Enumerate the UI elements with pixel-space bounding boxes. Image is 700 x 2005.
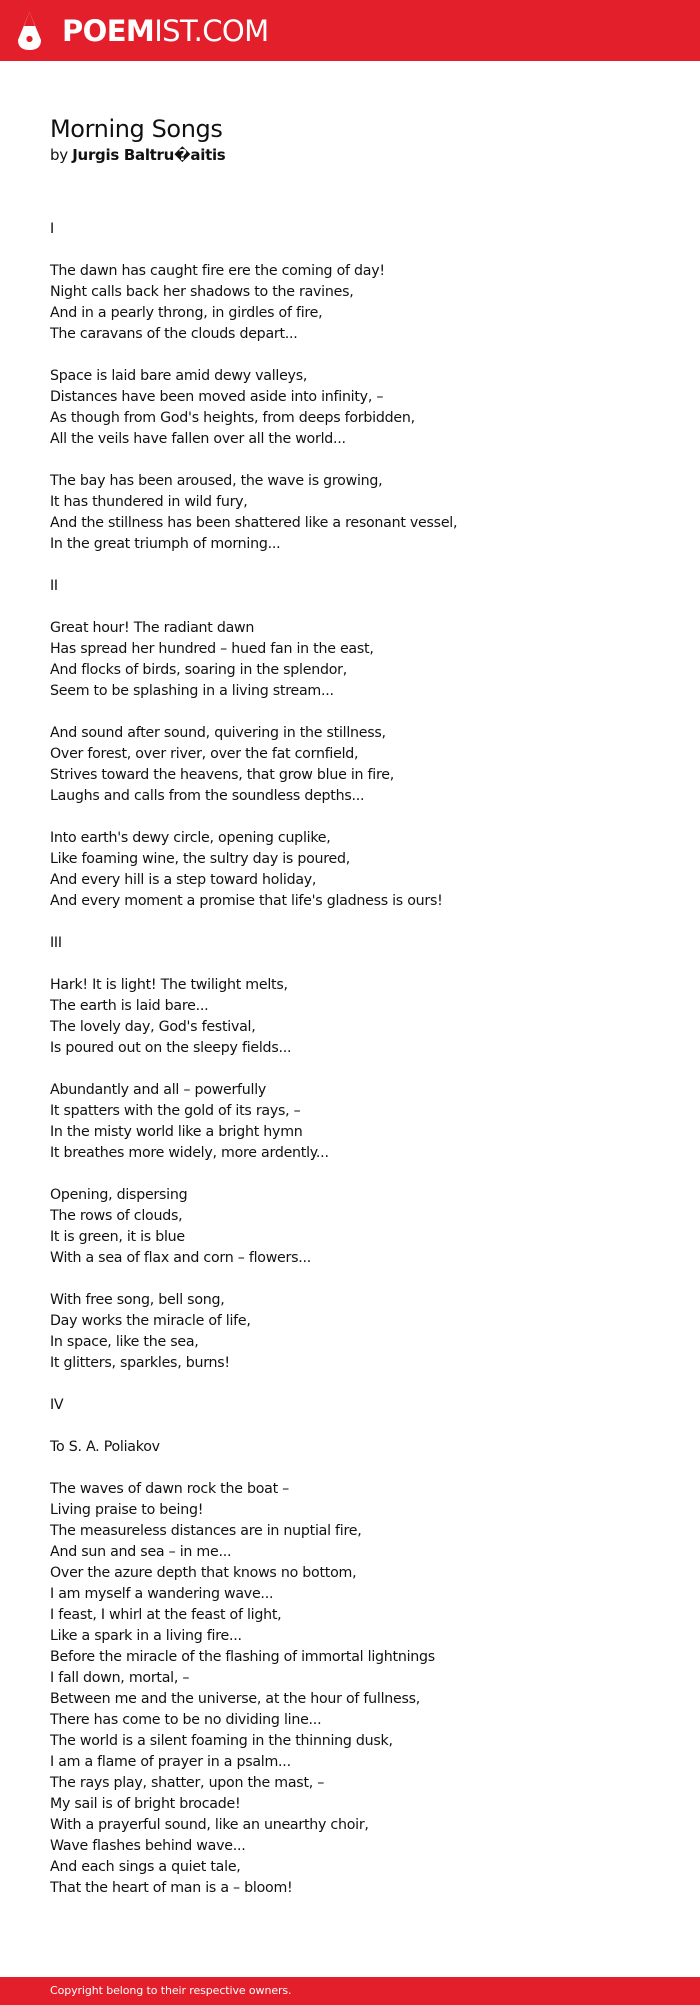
poem-line: Day works the miracle of life, [50, 1313, 251, 1329]
poem-line: Laughs and calls from the soundless depths... [50, 788, 365, 804]
poem-line: And the stillness has been shattered like a resonant vessel, [50, 515, 458, 531]
poem-line: The earth is laid bare... [50, 998, 209, 1014]
poem-line: And sun and sea – in me... [50, 1544, 232, 1560]
poem-line: Over the azure depth that knows no bottom, [50, 1565, 357, 1581]
poem-heading [50, 114, 650, 165]
poem-line: With a sea of flax and corn – flowers... [50, 1250, 312, 1266]
site-logo-text[interactable] [62, 13, 269, 49]
poem-line: The measureless distances are in nuptial fire, [50, 1523, 362, 1539]
poem-line: And in a pearly throng, in girdles of fire, [50, 305, 323, 321]
poem-line: I fall down, mortal, – [50, 1670, 190, 1686]
poem-line: Before the miracle of the flashing of immortal lightnings [50, 1649, 435, 1665]
poem-line: The waves of dawn rock the boat – [50, 1481, 290, 1497]
poem-line [50, 597, 650, 618]
poem-line: I am a flame of prayer in a psalm... [50, 1754, 291, 1770]
poem-line [50, 1269, 650, 1290]
poem-line: Between me and the universe, at the hour of fullness, [50, 1691, 421, 1707]
poem-line: Is poured out on the sleepy fields... [50, 1040, 292, 1056]
poem-line: Has spread her hundred – hued fan in the east, [50, 641, 374, 657]
poem-line: All the veils have fallen over all the world... [50, 431, 346, 447]
poem-line: II [50, 578, 58, 594]
poem-line: III [50, 935, 62, 951]
poem-line: There has come to be no dividing line... [50, 1712, 322, 1728]
poem-line: Distances have been moved aside into infinity, – [50, 389, 384, 405]
poem-line: To S. A. Poliakov [50, 1439, 160, 1455]
poem-line [50, 807, 650, 828]
poem-line: In the misty world like a bright hymn [50, 1124, 303, 1140]
poem-line [50, 1458, 650, 1479]
poem-line: And sound after sound, quivering in the stillness, [50, 725, 386, 741]
poem-line: IV [50, 1397, 64, 1413]
poem-line: With free song, bell song, [50, 1292, 225, 1308]
poem-line: That the heart of man is a – bloom! [50, 1880, 293, 1896]
poem-line: I feast, I whirl at the feast of light, [50, 1607, 282, 1623]
poem-line [50, 1374, 650, 1395]
poem-line: The rays play, shatter, upon the mast, – [50, 1775, 325, 1791]
poem-line: Over forest, over river, over the fat cornfield, [50, 746, 359, 762]
poem-body [50, 219, 650, 1899]
poem-line: I am myself a wandering wave... [50, 1586, 274, 1602]
poem-line: As though from God's heights, from deeps forbidden, [50, 410, 415, 426]
poem-line: Wave flashes behind wave... [50, 1838, 246, 1854]
poem-line: The world is a silent foaming in the thinning dusk, [50, 1733, 393, 1749]
poem-line: In space, like the sea, [50, 1334, 199, 1350]
poem-line: Living praise to being! [50, 1502, 204, 1518]
poem-line: Into earth's dewy circle, opening cuplike, [50, 830, 331, 846]
poem-line: It is green, it is blue [50, 1229, 185, 1245]
poem-line: The bay has been aroused, the wave is growing, [50, 473, 383, 489]
poem-line [50, 240, 650, 261]
poem-line [50, 1059, 650, 1080]
poem-line [50, 1416, 650, 1437]
poem-line: The dawn has caught fire ere the coming of day! [50, 263, 385, 279]
poem-line [50, 954, 650, 975]
poem-line: Like a spark in a living fire... [50, 1628, 242, 1644]
poem-line [50, 555, 650, 576]
poem-line: And every moment a promise that life's gladness is ours! [50, 893, 443, 909]
poem-line [50, 345, 650, 366]
poem-line: Seem to be splashing in a living stream... [50, 683, 334, 699]
site-footer [0, 1977, 700, 2005]
poem-line: The lovely day, God's festival, [50, 1019, 256, 1035]
poem-line: It has thundered in wild fury, [50, 494, 248, 510]
poem-line [50, 450, 650, 471]
poem-line: In the great triumph of morning... [50, 536, 281, 552]
poem-line: The caravans of the clouds depart... [50, 326, 298, 342]
poem-line: With a prayerful sound, like an unearthy choir, [50, 1817, 369, 1833]
poem-line: Hark! It is light! The twilight melts, [50, 977, 288, 993]
poem-line: Space is laid bare amid dewy valleys, [50, 368, 308, 384]
poem-line: It glitters, sparkles, burns! [50, 1355, 230, 1371]
brand-light-text: IST.COM [154, 14, 269, 48]
pen-nib-icon[interactable] [16, 11, 43, 51]
poem-line: It breathes more widely, more ardently... [50, 1145, 329, 1161]
poem-line: My sail is of bright brocade! [50, 1796, 241, 1812]
brand-bold-text: POEM [62, 14, 155, 48]
poem-line: And every hill is a step toward holiday, [50, 872, 317, 888]
poem-line: And flocks of birds, soaring in the splendor, [50, 662, 348, 678]
site-header [0, 0, 700, 61]
poem-line [50, 1164, 650, 1185]
by-label: by [50, 146, 68, 164]
copyright-text: Copyright belong to their respective owners. [50, 1984, 292, 1997]
poem-line: Like foaming wine, the sultry day is poured, [50, 851, 351, 867]
poem-line [50, 912, 650, 933]
poem-line: And each sings a quiet tale, [50, 1859, 241, 1875]
poem-title: Morning Songs [50, 115, 223, 143]
poem-line: I [50, 221, 54, 237]
poem-line: Night calls back her shadows to the ravines, [50, 284, 354, 300]
poem-line: Opening, dispersing [50, 1187, 188, 1203]
poem-line [50, 702, 650, 723]
byline [50, 145, 650, 165]
poem-line: It spatters with the gold of its rays, – [50, 1103, 301, 1119]
poem-line: Great hour! The radiant dawn [50, 620, 255, 636]
poem-line: The rows of clouds, [50, 1208, 183, 1224]
poem-line: Abundantly and all – powerfully [50, 1082, 267, 1098]
poem-line: Strives toward the heavens, that grow blue in fire, [50, 767, 394, 783]
author-link[interactable]: Jurgis Baltru�aitis [72, 146, 226, 164]
